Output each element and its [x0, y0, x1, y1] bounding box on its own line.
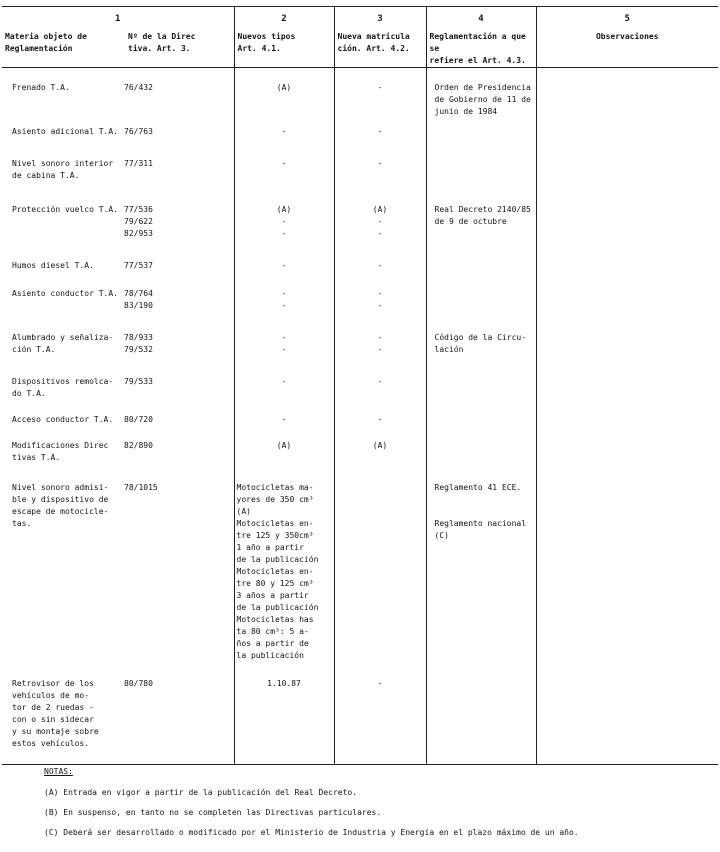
header-art42: Nueva matricula ción. Art. 4.2.	[337, 32, 410, 53]
art41-cell-text: (A)	[276, 83, 292, 92]
directiva-cell-text: 76/432	[124, 83, 153, 92]
art43-cell	[426, 324, 536, 368]
table-row	[2, 68, 718, 119]
directiva-cell	[122, 68, 234, 119]
directiva-cell	[122, 434, 234, 474]
art43-cell-text: Código de la Circu- lación	[434, 333, 527, 354]
art41-cell	[234, 152, 334, 196]
table-row	[2, 368, 718, 408]
art43-cell-text: Orden de Presidencia de Gobierno de 11 de junio de 1984	[434, 83, 531, 116]
materia-cell-text: Frenado T.A.	[12, 83, 70, 92]
table-row	[2, 434, 718, 474]
directiva-cell-text: 80/780	[124, 679, 153, 688]
materia-cell-text: Asiento adicional T.A.	[12, 127, 118, 136]
materia-cell	[2, 670, 122, 765]
art41-cell-text: -	[281, 159, 287, 168]
materia-cell	[2, 118, 122, 152]
materia-cell-text: Nivel sonoro interior de cabina T.A.	[12, 159, 114, 180]
table-header-row	[2, 7, 718, 68]
art43-cell	[426, 368, 536, 408]
header-directiva: Nº de la Direc tiva. Art. 3.	[128, 32, 196, 53]
art41-cell-text: -	[281, 377, 287, 386]
art41-cell-text: - -	[281, 289, 287, 310]
materia-cell	[2, 152, 122, 196]
table-row	[2, 324, 718, 368]
art42-cell	[334, 368, 426, 408]
art41-cell-text: (A) - -	[276, 205, 292, 238]
directiva-cell-text: 79/533	[124, 377, 153, 386]
art41-cell	[234, 196, 334, 252]
directiva-cell	[122, 152, 234, 196]
directiva-cell	[122, 252, 234, 282]
table-row	[2, 252, 718, 282]
art41-cell	[234, 68, 334, 119]
table-row	[2, 474, 718, 670]
directiva-cell	[122, 670, 234, 765]
materia-cell-text: Retrovisor de los vehículos de mo- tor de 2 ruedas - con o sin sidecar y su montaje sobre estos vehículos.	[12, 679, 99, 748]
art41-cell	[234, 474, 334, 670]
header-observaciones: Observaciones	[595, 32, 659, 41]
materia-cell	[2, 408, 122, 434]
note-a: (A) Entrada en vigor a partir de la publicación del Real Decreto.	[44, 788, 358, 797]
materia-cell	[2, 282, 122, 324]
materia-cell	[2, 434, 122, 474]
art42-cell	[334, 252, 426, 282]
art42-cell-text: -	[377, 679, 383, 688]
directiva-cell	[122, 196, 234, 252]
art43-cell	[426, 118, 536, 152]
art43-cell	[426, 474, 536, 670]
table-row	[2, 408, 718, 434]
header-col-3	[334, 7, 426, 68]
art42-cell-text: - -	[377, 289, 383, 310]
directiva-cell-text: 78/933 79/532	[124, 333, 153, 354]
art43-cell	[426, 408, 536, 434]
art42-cell-text: (A) - -	[372, 205, 388, 238]
directiva-cell-text: 77/537	[124, 261, 153, 270]
art42-cell	[334, 68, 426, 119]
art42-cell-text: -	[377, 159, 383, 168]
directiva-cell-text: 76/763	[124, 127, 153, 136]
art41-cell-text: -	[281, 127, 287, 136]
art41-cell-text: -	[281, 261, 287, 270]
observaciones-cell	[536, 252, 718, 282]
materia-cell	[2, 324, 122, 368]
art42-cell-text: -	[377, 127, 383, 136]
art43-cell	[426, 434, 536, 474]
materia-cell-text: Modificaciones Direc tivas T.A.	[12, 441, 109, 462]
art41-cell-text: (A)	[276, 441, 292, 450]
art42-cell	[334, 324, 426, 368]
header-col-5	[536, 7, 718, 68]
art42-cell-text: - -	[377, 333, 383, 354]
art42-cell	[334, 282, 426, 324]
note-b: (B) En suspenso, en tanto no se completen las Directivas particulares.	[44, 808, 382, 817]
materia-cell	[2, 474, 122, 670]
art43-cell-text: Real Decreto 2140/85 de 9 de octubre	[434, 205, 531, 226]
materia-cell-text: Asiento conductor T.A.	[12, 289, 118, 298]
art43-cell	[426, 670, 536, 765]
table-row	[2, 670, 718, 765]
art41-cell	[234, 434, 334, 474]
header-materia: Materia objeto de Reglamentación	[5, 32, 87, 53]
regulation-table	[2, 6, 718, 765]
table-row	[2, 196, 718, 252]
table-row	[2, 152, 718, 196]
observaciones-cell	[536, 152, 718, 196]
materia-cell-text: Acceso conductor T.A.	[12, 415, 114, 424]
directiva-cell-text: 82/890	[124, 441, 153, 450]
art43-cell	[426, 152, 536, 196]
directiva-cell	[122, 474, 234, 670]
art43-cell-text: Reglamento 41 ECE. Reglamento nacional (C)	[434, 483, 527, 540]
directiva-cell	[122, 324, 234, 368]
header-col-2	[234, 7, 334, 68]
directiva-cell-text: 80/720	[124, 415, 153, 424]
table-row	[2, 282, 718, 324]
header-col-4	[426, 7, 536, 68]
directiva-cell-text: 78/1015	[124, 483, 158, 492]
art41-cell-text: - -	[281, 333, 287, 354]
art42-cell	[334, 152, 426, 196]
art43-cell	[426, 252, 536, 282]
materia-cell-text: Alumbrado y señaliza- ción T.A.	[12, 333, 114, 354]
art41-cell	[234, 324, 334, 368]
observaciones-cell	[536, 282, 718, 324]
art41-cell	[234, 282, 334, 324]
header-art43: Reglamentación a que se refiere el Art. 4.3.	[429, 32, 526, 65]
observaciones-cell	[536, 368, 718, 408]
art43-cell	[426, 196, 536, 252]
art43-cell	[426, 282, 536, 324]
art42-cell-text: -	[377, 377, 383, 386]
observaciones-cell	[536, 434, 718, 474]
directiva-cell	[122, 282, 234, 324]
directiva-cell-text: 78/764 83/190	[124, 289, 153, 310]
notes-section	[44, 766, 714, 847]
art41-cell	[234, 368, 334, 408]
directiva-cell-text: 77/536 79/622 82/953	[124, 205, 153, 238]
art42-cell	[334, 118, 426, 152]
header-num-2: 2	[281, 14, 287, 24]
note-c: (C) Deberá ser desarrollado o modificado por el Ministerio de Industria y Energía en el plazo máximo de un año.	[44, 828, 579, 837]
observaciones-cell	[536, 68, 718, 119]
art43-cell	[426, 68, 536, 119]
materia-cell-text: Humos diesel T.A.	[12, 261, 94, 270]
art42-cell	[334, 196, 426, 252]
art41-cell-text: -	[281, 415, 287, 424]
materia-cell	[2, 368, 122, 408]
directiva-cell	[122, 408, 234, 434]
observaciones-cell	[536, 118, 718, 152]
header-num-4: 4	[478, 14, 484, 24]
observaciones-cell	[536, 408, 718, 434]
art41-cell	[234, 118, 334, 152]
art42-cell-text: -	[377, 261, 383, 270]
header-num-1: 1	[115, 14, 121, 24]
art42-cell	[334, 670, 426, 765]
materia-cell	[2, 252, 122, 282]
observaciones-cell	[536, 324, 718, 368]
table-row	[2, 118, 718, 152]
materia-cell	[2, 196, 122, 252]
notes-title: NOTAS:	[44, 767, 73, 776]
directiva-cell	[122, 368, 234, 408]
header-col-1	[2, 7, 234, 68]
header-num-3: 3	[377, 14, 383, 24]
header-art41: Nuevos tipos Art. 4.1.	[237, 32, 296, 53]
observaciones-cell	[536, 196, 718, 252]
materia-cell-text: Dispositivos remolca- do T.A.	[12, 377, 114, 398]
directiva-cell	[122, 118, 234, 152]
art41-cell	[234, 252, 334, 282]
art41-cell	[234, 408, 334, 434]
materia-cell	[2, 68, 122, 119]
materia-cell-text: Nivel sonoro admisi- ble y dispositivo de escape de motocicle- tas.	[12, 483, 109, 528]
art42-cell-text: (A)	[372, 441, 388, 450]
art42-cell-text: -	[377, 83, 383, 92]
art42-cell	[334, 474, 426, 670]
observaciones-cell	[536, 474, 718, 670]
art41-cell-text: Motocicletas ma- yores de 350 cm³ (A) Motocicletas en- tre 125 y 350cm³ 1 año a partir de la publicación Motocicletas en- tre 80 y 125 cm³ 3 años a partir de la publicación Motocicletas has ta 80 cm³: 5 a- ños a partir de la publicación	[236, 483, 319, 660]
observaciones-cell	[536, 670, 718, 765]
art42-cell-text: -	[377, 415, 383, 424]
art42-cell	[334, 408, 426, 434]
directiva-cell-text: 77/311	[124, 159, 153, 168]
header-num-5: 5	[624, 14, 630, 24]
art41-cell-text: 1.10.87	[267, 679, 301, 688]
materia-cell-text: Protección vuelco T.A.	[12, 205, 118, 214]
art41-cell	[234, 670, 334, 765]
art42-cell	[334, 434, 426, 474]
